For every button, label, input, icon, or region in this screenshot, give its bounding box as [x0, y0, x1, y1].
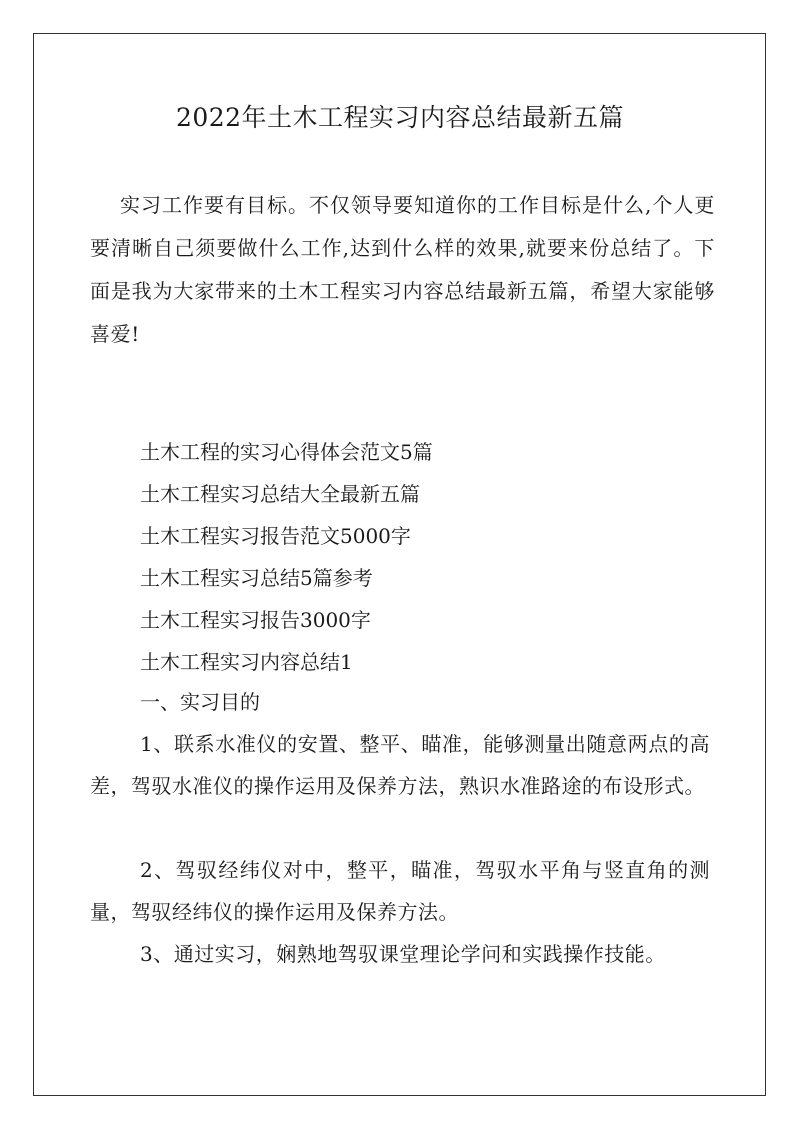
related-article-link[interactable]: 土木工程实习总结5篇参考	[140, 566, 373, 590]
section-title: 土木工程实习内容总结1	[140, 650, 353, 674]
related-articles-list	[140, 431, 700, 683]
document-title: 2022年土木工程实习内容总结最新五篇	[175, 103, 625, 132]
related-article-link[interactable]: 土木工程的实习心得体会范文5篇	[140, 440, 433, 464]
body-paragraph: 2、驾驭经纬仪对中，整平，瞄准，驾驭水平角与竖直角的测量，驾驭经纬仪的操作运用及保养方法。	[90, 858, 710, 924]
section-heading: 一、实习目的	[140, 690, 260, 714]
related-article-link[interactable]: 土木工程实习报告范文5000字	[140, 524, 411, 548]
body-paragraph: 1、联系水准仪的安置、整平、瞄准，能够测量出随意两点的高差，驾驭水准仪的操作运用及保养方法，熟识水准路途的布设形式。	[90, 732, 710, 798]
related-article-link[interactable]: 土木工程实习总结大全最新五篇	[140, 482, 420, 506]
related-article-link[interactable]: 土木工程实习报告3000字	[140, 608, 371, 632]
intro-paragraph: 实习工作要有目标。不仅领导要知道你的工作目标是什么,个人更要清晰自己须要做什么工作,达到什么样的效果,就要来份总结了。下面是我为大家带来的土木工程实习内容总结最新五篇，希望大家能够喜爱!	[90, 193, 715, 346]
body-paragraph: 3、通过实习，娴熟地驾驭课堂理论学问和实践操作技能。	[140, 942, 666, 966]
